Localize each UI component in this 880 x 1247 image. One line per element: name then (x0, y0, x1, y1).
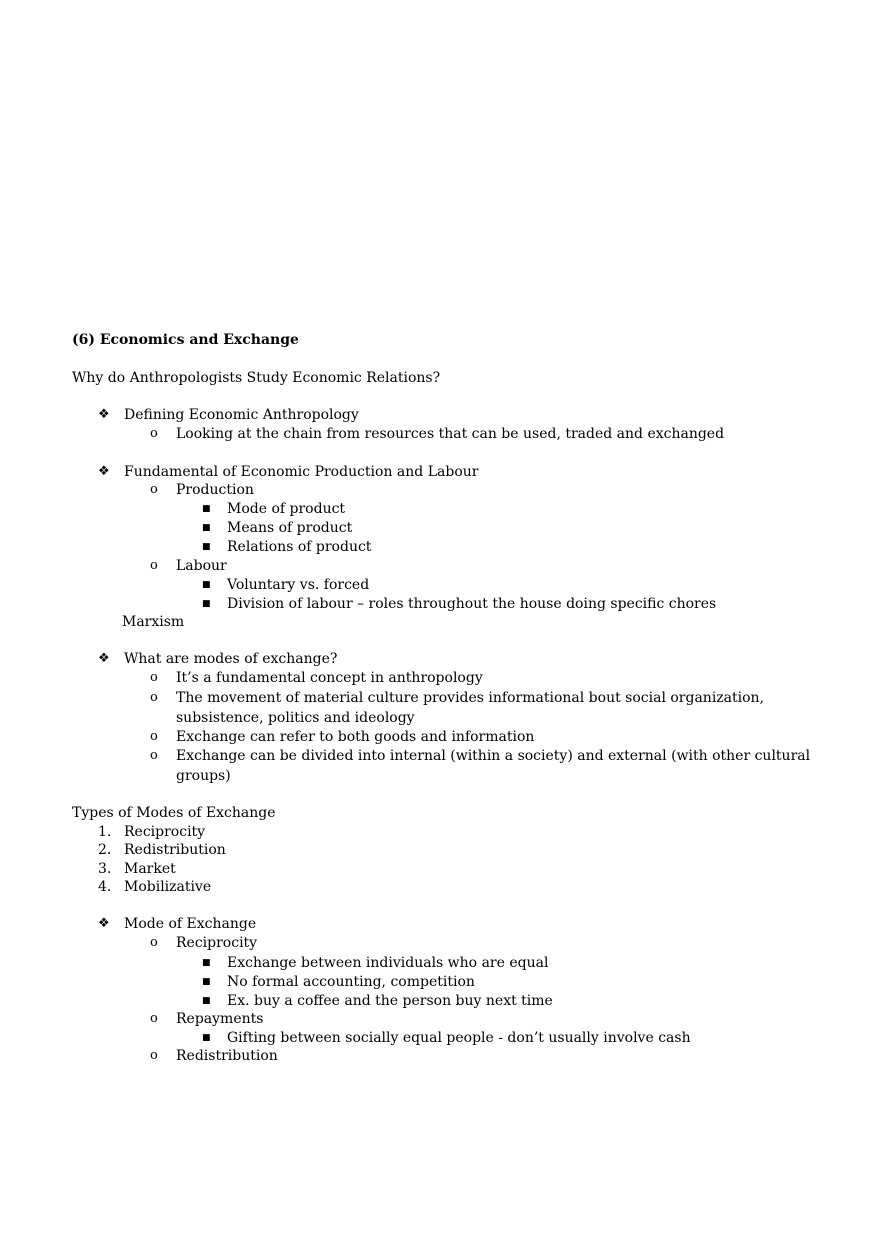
list-number: 4. (98, 879, 112, 895)
marxism-text: Marxism (122, 614, 185, 630)
diamond-bullet-icon: ❖ (98, 916, 110, 931)
relations-item: Relations of product (227, 539, 372, 555)
list-item: Market (124, 861, 176, 877)
square-bullet-icon: ■ (202, 580, 211, 590)
circle-bullet-icon: o (150, 748, 158, 763)
section3-item: The movement of material culture provides informational bout social organization, (176, 690, 765, 706)
section3-heading: What are modes of exchange? (124, 651, 338, 667)
reciprocity-detail: No formal accounting, competition (227, 974, 475, 990)
square-bullet-icon: ■ (202, 977, 211, 987)
square-bullet-icon: ■ (202, 542, 211, 552)
circle-bullet-icon: o (150, 1011, 158, 1026)
reciprocity-detail: Exchange between individuals who are equal (227, 955, 549, 971)
list-item: Redistribution (124, 842, 226, 858)
intro-question: Why do Anthropologists Study Economic Relations? (72, 370, 441, 386)
square-bullet-icon: ■ (202, 504, 211, 514)
list-number: 2. (98, 842, 112, 858)
list-number: 3. (98, 861, 112, 877)
square-bullet-icon: ■ (202, 1033, 211, 1043)
circle-bullet-icon: o (150, 482, 158, 497)
circle-bullet-icon: o (150, 1048, 158, 1063)
section1-item: Looking at the chain from resources that can be used, traded and exchanged (176, 426, 725, 442)
list-item: Reciprocity (124, 824, 206, 840)
square-bullet-icon: ■ (202, 958, 211, 968)
section3-item-continued: subsistence, politics and ideology (176, 710, 415, 726)
labour-item: Labour (176, 558, 227, 574)
repayments-detail: Gifting between socially equal people - don’t usually involve cash (227, 1030, 691, 1046)
section3-item: Exchange can be divided into internal (within a society) and external (with other cultural (176, 748, 811, 764)
page-title: (6) Economics and Exchange (72, 332, 299, 348)
section3-item: It’s a fundamental concept in anthropology (176, 670, 483, 686)
circle-bullet-icon: o (150, 729, 158, 744)
list-number: 1. (98, 824, 112, 840)
redistribution-item: Redistribution (176, 1048, 278, 1064)
types-heading: Types of Modes of Exchange (72, 805, 276, 821)
circle-bullet-icon: o (150, 670, 158, 685)
division-item: Division of labour – roles throughout the house doing specific chores (227, 596, 717, 612)
diamond-bullet-icon: ❖ (98, 464, 110, 479)
voluntary-item: Voluntary vs. forced (227, 577, 370, 593)
section4-heading: Mode of Exchange (124, 916, 257, 932)
circle-bullet-icon: o (150, 426, 158, 441)
mode-item: Mode of product (227, 501, 346, 517)
diamond-bullet-icon: ❖ (98, 407, 110, 422)
repayments-item: Repayments (176, 1011, 264, 1027)
circle-bullet-icon: o (150, 558, 158, 573)
square-bullet-icon: ■ (202, 996, 211, 1006)
means-item: Means of product (227, 520, 353, 536)
square-bullet-icon: ■ (202, 523, 211, 533)
circle-bullet-icon: o (150, 690, 158, 705)
section3-item: Exchange can refer to both goods and information (176, 729, 535, 745)
square-bullet-icon: ■ (202, 599, 211, 609)
reciprocity-detail: Ex. buy a coffee and the person buy next time (227, 993, 553, 1009)
section3-item-continued: groups) (176, 768, 231, 784)
section1-heading: Defining Economic Anthropology (124, 407, 359, 423)
circle-bullet-icon: o (150, 935, 158, 950)
list-item: Mobilizative (124, 879, 212, 895)
production-item: Production (176, 482, 254, 498)
section2-heading: Fundamental of Economic Production and Labour (124, 464, 479, 480)
diamond-bullet-icon: ❖ (98, 651, 110, 666)
reciprocity-item: Reciprocity (176, 935, 258, 951)
